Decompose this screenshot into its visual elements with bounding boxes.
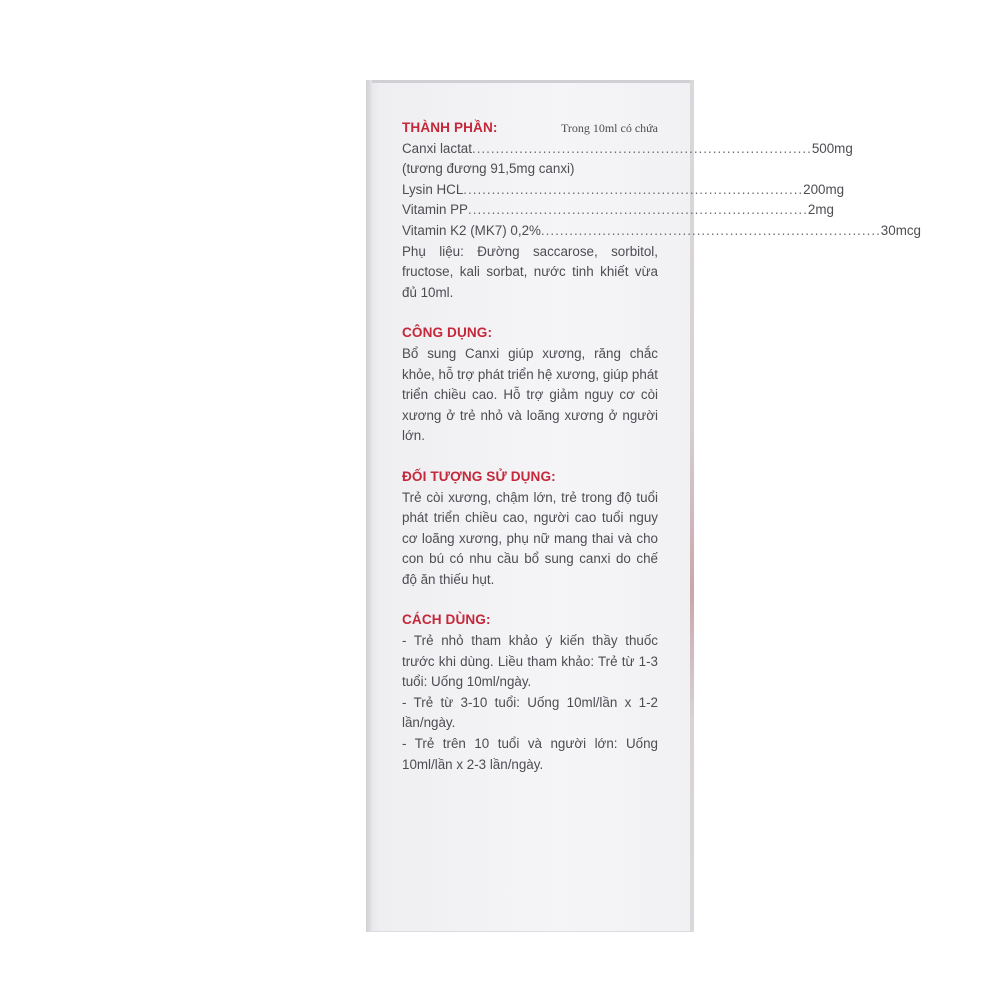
ingredients-note: Trong 10ml có chứa bbox=[560, 121, 658, 135]
ingredient-line bbox=[402, 139, 853, 160]
ingredient-amount: 30mcg bbox=[880, 222, 921, 238]
directions-item: - Trẻ trên 10 tuổi và người lớn: Uống 10ml/lần x 2-3 lần/ngày. bbox=[402, 736, 658, 772]
ingredient-amount: 200mg bbox=[803, 181, 845, 197]
directions-item: - Trẻ từ 3-10 tuổi: Uống 10ml/lần x 1-2 lần/ngày. bbox=[402, 694, 658, 731]
ingredients-section bbox=[402, 118, 921, 303]
ingredient-line bbox=[402, 200, 834, 221]
panel-top-edge bbox=[366, 80, 694, 83]
excipients-text: Phụ liệu: Đường saccarose, sorbitol, fructose, kali sorbat, nước tinh khiết vừa đủ 10ml. bbox=[402, 243, 658, 300]
uses-text: Bổ sung Canxi giúp xương, răng chắc khỏe, hỗ trợ phát triển hệ xương, giúp phát triển chiều cao. Hỗ trợ giảm nguy cơ còi xương ở trẻ nhỏ và loãng xương ở người lớn. bbox=[402, 345, 658, 444]
uses-section bbox=[402, 323, 658, 447]
ingredient-amount: 2mg bbox=[807, 202, 834, 218]
ingredient-name: Vitamin K2 (MK7) 0,2% bbox=[402, 222, 541, 238]
ingredient-name: Canxi lactat bbox=[402, 140, 472, 156]
directions-item: - Trẻ nhỏ tham khảo ý kiến thầy thuốc trước khi dùng. Liều tham khảo: Trẻ từ 1-3 tuổi: Uống 10ml/ngày. bbox=[402, 633, 658, 690]
target-users-text: Trẻ còi xương, chậm lớn, trẻ trong độ tuổi phát triển chiều cao, người cao tuổi nguy cơ loãng xương, phụ nữ mang thai và cho con bú có nhu cầu bổ sung canxi do chế độ ăn thiếu hụt. bbox=[402, 489, 658, 587]
uses-heading: CÔNG DỤNG: bbox=[402, 325, 493, 341]
dot-leader: ........................................................................ bbox=[540, 222, 881, 238]
dot-leader: ........................................................................ bbox=[471, 140, 812, 156]
ingredient-line bbox=[402, 180, 845, 201]
panel-left-edge bbox=[366, 80, 372, 932]
dot-leader: ........................................................................ bbox=[463, 181, 804, 197]
ingredient-name: Vitamin PP bbox=[402, 202, 468, 218]
ingredient-amount: 500mg bbox=[811, 140, 853, 156]
label-text bbox=[402, 118, 921, 775]
target-users-heading: ĐỐI TƯỢNG SỬ DỤNG: bbox=[402, 468, 556, 484]
target-users-section bbox=[402, 467, 658, 591]
directions-heading: CÁCH DÙNG: bbox=[402, 612, 491, 628]
ingredient-note-line: (tương đương 91,5mg canxi) bbox=[402, 161, 575, 177]
ingredients-heading-row bbox=[402, 118, 658, 139]
dot-leader: ........................................................................ bbox=[468, 202, 808, 218]
ingredients-heading: THÀNH PHẦN: bbox=[402, 120, 498, 135]
ingredient-name: Lysin HCL bbox=[402, 181, 464, 197]
ingredient-line bbox=[402, 221, 921, 242]
directions-section bbox=[402, 610, 658, 775]
